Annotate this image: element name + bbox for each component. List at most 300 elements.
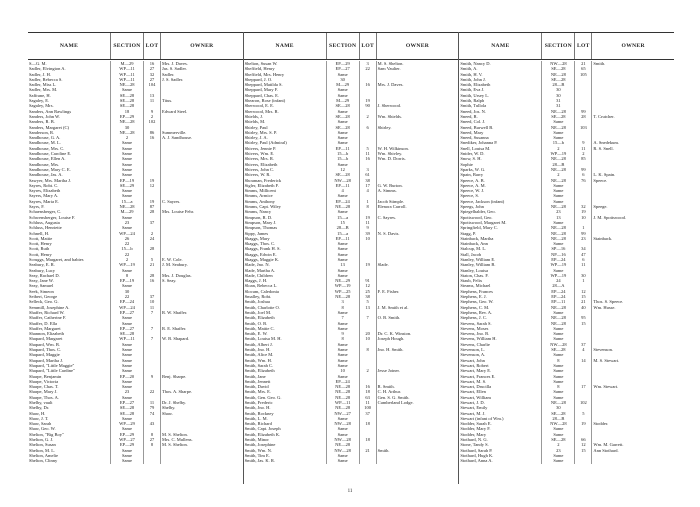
- cell-lot: 27: [144, 437, 161, 442]
- cell-name: Stephens, Rev. A.: [459, 310, 542, 315]
- cell-name: Stevens, Charlie: [459, 342, 542, 347]
- cell-section: EP—24: [542, 294, 575, 299]
- cell-name: Scott, Mattie: [28, 236, 111, 241]
- cell-name: Sheppard, J. O.: [244, 77, 327, 82]
- cell-name: Shelton, Clinny: [28, 458, 111, 463]
- cell-name: Sanders, Ann Rawlings: [28, 109, 111, 114]
- cell-name: Smith, Gen. Geo. G.: [244, 395, 327, 400]
- cell-name: Shaffer, Richard W.: [28, 310, 111, 315]
- cell-name: Stalcup, M. L.: [459, 246, 542, 251]
- cell-lot: 17: [575, 384, 592, 389]
- cell-lot: 37: [575, 342, 592, 347]
- cell-lot: 11: [144, 98, 161, 103]
- cell-section: SE—28: [111, 405, 144, 410]
- cell-name: Spottswood, Geo.: [459, 215, 542, 220]
- cell-name: Sophie: [459, 162, 542, 167]
- cell-lot: [360, 458, 377, 463]
- cell-owner: C. Sayres.: [377, 214, 397, 220]
- cell-lot: 1: [575, 225, 592, 230]
- column-block-3: [459, 32, 674, 484]
- cell-section: Same: [542, 395, 575, 400]
- header-lot: LOT: [575, 33, 592, 59]
- cell-section: 30: [542, 87, 575, 92]
- cell-section: 15—a: [327, 215, 360, 220]
- cell-section: NW—28: [327, 448, 360, 453]
- cell-name: Stewart, John: [459, 358, 542, 363]
- cell-name: Shields, M.: [244, 119, 327, 124]
- cell-section: EP—11: [542, 299, 575, 304]
- cell-name: Shirley, Paul: [244, 125, 327, 130]
- cell-name: Smith, Joshua: [244, 299, 327, 304]
- cell-owner: Jno. H. Smith.: [377, 347, 404, 353]
- cell-lot: 40: [575, 305, 592, 310]
- cell-owner: Benj. Sharpe.: [162, 373, 187, 379]
- cell-owner: C. Sayres.: [162, 198, 181, 204]
- cell-section: NE—28: [327, 204, 360, 209]
- cell-name: Sadler, Mrs. M.: [28, 87, 111, 92]
- cell-owner: R. Smith.: [377, 384, 395, 390]
- cell-name: Smith, Ursey L.: [459, 93, 542, 98]
- cell-lot: 61: [360, 172, 377, 177]
- cell-name: Sadler, J. H.: [28, 72, 111, 77]
- cell-lot: 102: [575, 400, 592, 405]
- cell-section: SE—28: [542, 411, 575, 416]
- cell-name: Smith, Charlotte O.: [244, 305, 327, 310]
- cell-section: 28—A: [542, 283, 575, 288]
- cell-owner: Mrs. J. Douglas.: [162, 272, 192, 278]
- cell-section: Same: [111, 384, 144, 389]
- cell-name: Stephens, E. J.: [459, 294, 542, 299]
- page-number: 11: [347, 489, 353, 494]
- cell-section: 8: [542, 358, 575, 363]
- cell-section: NP—16: [542, 252, 575, 257]
- cell-name: Stephens, J. C.: [459, 315, 542, 320]
- cell-owner: M. S. Shelton.: [162, 431, 188, 437]
- cell-name: Smith, Sarah C.: [244, 363, 327, 368]
- cell-section: Same: [327, 416, 360, 421]
- cell-name: Springfield, Mary C.: [459, 225, 542, 230]
- cell-owner: Smith.: [377, 447, 390, 453]
- cell-section: NE—28: [327, 384, 360, 389]
- cell-section: Same: [327, 140, 360, 145]
- cell-section: Same: [327, 119, 360, 124]
- cell-lot: 11: [575, 262, 592, 267]
- cell-name: Sheppard, Mary F.: [244, 87, 327, 92]
- cell-lot: 6: [360, 125, 377, 130]
- cell-name: Shapard, Maggie: [28, 352, 111, 357]
- cell-section: NE—28: [542, 178, 575, 183]
- cell-lot: 30: [575, 273, 592, 278]
- cell-name: Smith, L. M.: [244, 416, 327, 421]
- cell-lot: 17: [360, 183, 377, 188]
- cell-section: SE—28: [542, 437, 575, 442]
- cell-section: 8: [542, 384, 575, 389]
- cell-section: 28—B: [542, 162, 575, 167]
- cell-section: NE—28: [542, 321, 575, 326]
- cell-section: M—29: [327, 82, 360, 87]
- cell-lot: 37: [144, 220, 161, 225]
- cell-name: Smith, Jane: [244, 374, 327, 379]
- cell-lot: 28: [575, 114, 592, 119]
- cell-lot: 2: [144, 114, 161, 119]
- cell-name: Sandhouse, Mary C. E.: [28, 167, 111, 172]
- cell-name: Shaw, J. T.: [28, 416, 111, 421]
- cell-section: Same: [327, 326, 360, 331]
- cell-section: Same: [327, 135, 360, 140]
- cell-lot: 79: [144, 405, 161, 410]
- cell-name: Snell, Louisa M.: [459, 146, 542, 151]
- cell-name: Sheppard, Matilda S.: [244, 82, 327, 87]
- cell-owner: Wm. M. Garrett.: [593, 442, 624, 448]
- cell-lot: 16: [144, 278, 161, 283]
- cell-owner: Wm. Shields.: [377, 113, 403, 119]
- cell-section: Same: [111, 172, 144, 177]
- header-section: SECTION: [327, 33, 360, 59]
- cell-section: 22: [111, 294, 144, 299]
- cell-lot: 19: [575, 209, 592, 214]
- cell-section: NW—28: [327, 178, 360, 183]
- cell-section: 23: [111, 220, 144, 225]
- cell-owner: [377, 458, 459, 463]
- cell-name: Shearon, Rose (infant): [244, 98, 327, 103]
- cell-name: Steams, Michael: [459, 283, 542, 288]
- cell-section: Same: [327, 358, 360, 363]
- cell-owner: [161, 458, 243, 463]
- cell-owner: A. Simms.: [377, 188, 397, 194]
- cell-section: EP—24: [542, 257, 575, 262]
- cell-lot: 28: [144, 209, 161, 214]
- cell-section: Same: [111, 453, 144, 458]
- cell-owner: Elenora Carroll.: [377, 204, 407, 210]
- cell-section: SE—28: [111, 411, 144, 416]
- cell-section: EP—27: [111, 400, 144, 405]
- table-row: [28, 458, 243, 463]
- cell-section: EP—27: [111, 326, 144, 331]
- cell-section: EP—11: [327, 236, 360, 241]
- cell-lot: 86: [144, 130, 161, 135]
- cell-section: EP—29: [327, 61, 360, 66]
- cell-owner: Thos. A. Sharpe.: [162, 389, 193, 395]
- cell-name: Simpson, Thomas: [244, 225, 327, 230]
- cell-section: 31: [542, 98, 575, 103]
- cell-name: Stewart, William: [459, 395, 542, 400]
- cell-lot: 7: [144, 310, 161, 315]
- cell-section: Same: [327, 458, 360, 463]
- cell-section: Same: [111, 156, 144, 161]
- cell-name: Schluss, Augusta: [28, 220, 111, 225]
- cell-name: Shouman, Frederick: [244, 178, 327, 183]
- cell-lot: 43: [144, 421, 161, 426]
- cell-owner: Mrs. J. Daves.: [377, 82, 404, 88]
- cell-name: Shelton, M. L.: [28, 448, 111, 453]
- cell-section: 10: [327, 368, 360, 373]
- header-lot: LOT: [360, 33, 377, 59]
- cell-section: SE—28: [111, 331, 144, 336]
- cell-owner: T. Crutcher.: [593, 113, 615, 119]
- cell-section: WP—11: [111, 72, 144, 77]
- cell-name: Sharpe, Victoria: [28, 379, 111, 384]
- cell-lot: 18: [360, 389, 377, 394]
- cell-section: 8: [327, 336, 360, 341]
- cell-lot: 12: [575, 289, 592, 294]
- cell-name: Stanley, William E.: [459, 257, 542, 262]
- cell-lot: 38: [360, 178, 377, 183]
- cell-owner: N. S. Davis.: [377, 230, 400, 236]
- cell-name: Stothard, N. G.: [459, 437, 542, 442]
- cell-name: Shelton, Amelie: [28, 453, 111, 458]
- cell-lot: 20: [360, 331, 377, 336]
- cell-owner: F. E. Fisher.: [377, 288, 400, 294]
- cell-name: Shelton, G. J.: [28, 437, 111, 442]
- cell-lot: 16: [144, 61, 161, 66]
- cell-name: Seay, Rachael D.: [28, 273, 111, 278]
- cell-name: Shaw, Geo. W.: [28, 426, 111, 431]
- cell-name: Slade, Jno. N.: [244, 262, 327, 267]
- cell-lot: [575, 458, 592, 463]
- cell-name: Smith, Albert J.: [244, 342, 327, 347]
- cell-lot: 32: [144, 72, 161, 77]
- column-block-1: [28, 32, 244, 484]
- table-header: [28, 32, 243, 60]
- cell-lot: 74: [144, 411, 161, 416]
- cell-name: Stewart, M. S.: [459, 379, 542, 384]
- cell-section: Same: [111, 87, 144, 92]
- cell-section: 2: [111, 257, 144, 262]
- cell-name: Stewart, Mary E.: [459, 368, 542, 373]
- cell-lot: 66: [575, 437, 592, 442]
- cell-section: WP—19: [327, 283, 360, 288]
- cell-section: Same: [111, 448, 144, 453]
- cell-name: Stephens, Geo. W.: [459, 299, 542, 304]
- cell-lot: 7: [360, 315, 377, 320]
- cell-name: Smith, Elizabeth: [459, 82, 542, 87]
- cell-lot: 37: [144, 294, 161, 299]
- cell-name: Smith, Nancy D.: [459, 61, 542, 66]
- cell-lot: 90: [360, 103, 377, 108]
- cell-name: Smith, Rockney: [244, 411, 327, 416]
- cell-section: SE—28: [111, 103, 144, 108]
- cell-name: Staub, Felix: [459, 278, 542, 283]
- cell-name: Smith, Minor: [244, 437, 327, 442]
- cell-section: 8: [111, 273, 144, 278]
- cell-section: Same: [327, 72, 360, 77]
- cell-section: Same: [111, 225, 144, 230]
- cell-lot: 5: [360, 299, 377, 304]
- cell-section: Same: [542, 426, 575, 431]
- cell-name: Stodder, Mary: [459, 432, 542, 437]
- cell-name: Smith, Ralph: [459, 98, 542, 103]
- cell-section: NW—28: [542, 421, 575, 426]
- cell-section: M—29: [111, 61, 144, 66]
- cell-lot: 18: [360, 437, 377, 442]
- cell-name: Sneed, Susanna: [459, 135, 542, 140]
- cell-lot: 99: [575, 231, 592, 236]
- cell-section: SE—28: [542, 347, 575, 352]
- cell-lot: 10: [144, 299, 161, 304]
- cell-lot: 10: [575, 215, 592, 220]
- cell-section: SE—28: [542, 114, 575, 119]
- cell-section: Same: [542, 352, 575, 357]
- cell-section: Same: [542, 130, 575, 135]
- cell-name: Speece, S.: [459, 193, 542, 198]
- cell-name: Sadler, Miss L.: [28, 82, 111, 87]
- cell-name: Speegs, John: [459, 204, 542, 209]
- cell-name: Sagaley, Mrs.: [28, 103, 111, 108]
- cell-name: Stephens, Frances: [459, 289, 542, 294]
- cell-name: Stewart, Frances E.: [459, 374, 542, 379]
- cell-name: Stevens, William H.: [459, 336, 542, 341]
- cell-lot: 8: [360, 347, 377, 352]
- cell-name: Spiegelhalder, Geo.: [459, 209, 542, 214]
- cell-name: Slade, Martha A.: [244, 268, 327, 273]
- cell-section: Same: [327, 252, 360, 257]
- cell-name: Smith, Joel M.: [244, 310, 327, 315]
- table-row: [459, 458, 674, 463]
- cell-name: Sawyer, Mrs. Martha J.: [28, 178, 111, 183]
- cell-section: Same: [327, 352, 360, 357]
- cell-name: Shannon, Elizabeth: [28, 331, 111, 336]
- cell-lot: 38: [360, 294, 377, 299]
- cell-section: Same: [327, 374, 360, 379]
- cell-section: NE—28: [327, 405, 360, 410]
- cell-name: Shivers, Jennie P.: [244, 146, 327, 151]
- cell-lot: 16: [360, 82, 377, 87]
- cell-section: Same: [542, 268, 575, 273]
- cell-name: Smith, Jennett: [244, 379, 327, 384]
- cell-section: Same: [111, 268, 144, 273]
- cell-section: 30: [111, 289, 144, 294]
- cell-lot: 4: [360, 188, 377, 193]
- cell-section: Same: [327, 342, 360, 347]
- cell-section: SE—28: [542, 77, 575, 82]
- cell-name: Schnell, H.: [28, 231, 111, 236]
- cell-section: Same: [542, 336, 575, 341]
- cell-section: 12: [327, 167, 360, 172]
- cell-section: Same: [111, 140, 144, 145]
- cell-lot: 7: [144, 336, 161, 341]
- cell-name: Smith, John J.: [459, 77, 542, 82]
- cell-lot: 5: [144, 257, 161, 262]
- cell-owner: Jas. S. Sadler.: [162, 66, 187, 72]
- cell-section: Same: [327, 453, 360, 458]
- cell-name: Stephens, C. M.: [459, 305, 542, 310]
- cell-lot: 99: [575, 109, 592, 114]
- cell-section: Same: [327, 87, 360, 92]
- cell-section: Same: [327, 246, 360, 251]
- cell-section: Same: [111, 146, 144, 151]
- cell-lot: 21: [575, 61, 592, 66]
- cell-section: NE—28: [111, 130, 144, 135]
- cell-name: Stanley, William B.: [459, 262, 542, 267]
- cell-owner: J. M. Seabury.: [162, 262, 188, 268]
- cell-name: Sharpe, Thos. A.: [28, 395, 111, 400]
- cell-name: Shelby, Dr.: [28, 405, 111, 410]
- cell-section: NE—28: [542, 156, 575, 161]
- cell-lot: 11: [575, 146, 592, 151]
- cell-name: Speece, A. B.: [459, 178, 542, 183]
- cell-lot: 19: [360, 262, 377, 267]
- cell-name: Sneed, Col. J.: [459, 119, 542, 124]
- table-row: [244, 458, 459, 463]
- cell-section: EP—24: [327, 199, 360, 204]
- cell-name: Sandhouse, G. A.: [28, 135, 111, 140]
- cell-owner: Mrs. C. Mullens.: [162, 437, 193, 443]
- cell-name: Sandhouse, Mrs. C.: [28, 146, 111, 151]
- cell-owner: Speece.: [593, 177, 608, 183]
- cell-lot: 16: [360, 384, 377, 389]
- cell-name: Stewart, J. D.: [459, 400, 542, 405]
- cell-lot: 76: [575, 178, 592, 183]
- cell-owner: J. M. Smith et al.: [377, 304, 409, 310]
- header-name: NAME: [459, 33, 542, 59]
- cell-owner: Smith.: [593, 61, 606, 66]
- cell-name: Stall, Jacob: [459, 252, 542, 257]
- cell-lot: 12: [144, 183, 161, 188]
- cell-lot: 24: [144, 236, 161, 241]
- cell-name: Sandhouse, Caroline E.: [28, 151, 111, 156]
- cell-section: Same: [111, 368, 144, 373]
- cell-name: Sheffield, Henry: [244, 66, 327, 71]
- cell-name: Smith, Eva J.: [459, 87, 542, 92]
- cell-section: NE—28: [542, 231, 575, 236]
- cell-section: NE—28: [542, 305, 575, 310]
- cell-lot: 11: [360, 151, 377, 156]
- cell-section: 28—B: [327, 225, 360, 230]
- cell-name: Shapard, Margaret: [28, 336, 111, 341]
- cell-owner: R. E. Shaffer.: [162, 325, 187, 331]
- cell-section: NE—28: [542, 125, 575, 130]
- cell-lot: 103: [575, 125, 592, 130]
- cell-section: NE—28: [542, 109, 575, 114]
- cell-name: Sandhouse, Mrs.: [28, 162, 111, 167]
- cell-name: Spottswood, Margaret M.: [459, 220, 542, 225]
- cell-name: Smith, Elizabeth: [244, 315, 327, 320]
- cell-section: EP—29: [111, 432, 144, 437]
- cell-lot: 13: [360, 305, 377, 310]
- cell-name: Sheffield, Mrs. Henry: [244, 72, 327, 77]
- header-name: NAME: [28, 33, 111, 59]
- cell-section: Same: [542, 379, 575, 384]
- cell-section: 30: [111, 125, 144, 130]
- cell-section: 7: [327, 315, 360, 320]
- cell-lot: 5: [360, 146, 377, 151]
- cell-lot: 12: [575, 442, 592, 447]
- cell-owner: M. S. Shelton.: [162, 442, 188, 448]
- cell-lot: 21: [144, 262, 161, 267]
- cell-name: Stanley, Louisa: [459, 268, 542, 273]
- cell-owner: Gen. S. G. Smith.: [377, 394, 410, 400]
- cell-section: 15—b: [327, 151, 360, 156]
- cell-name: Skaggs, Maggie K.: [244, 257, 327, 262]
- cell-name: Shelby, vault: [28, 400, 111, 405]
- cell-section: WP—19: [542, 262, 575, 267]
- cell-lot: 11: [144, 400, 161, 405]
- cell-name: Sayres, Robt. C.: [28, 183, 111, 188]
- cell-name: Sadler, Rebecca S.: [28, 77, 111, 82]
- cell-lot: 19: [360, 98, 377, 103]
- cell-name: Shapard, "Little Cardine": [28, 368, 111, 373]
- table-body: [244, 60, 459, 484]
- cell-section: 4: [327, 188, 360, 193]
- cell-lot: 7: [144, 326, 161, 331]
- cell-lot: 25: [360, 289, 377, 294]
- cell-lot: 8: [144, 432, 161, 437]
- cell-name: Smith, David: [244, 384, 327, 389]
- cell-name: Shivers, Elizabeth: [244, 162, 327, 167]
- cell-name: Shivers, Wm. E.: [244, 151, 327, 156]
- cell-lot: 2: [575, 151, 592, 156]
- cell-owner: Dr. J. Shelby.: [162, 400, 187, 405]
